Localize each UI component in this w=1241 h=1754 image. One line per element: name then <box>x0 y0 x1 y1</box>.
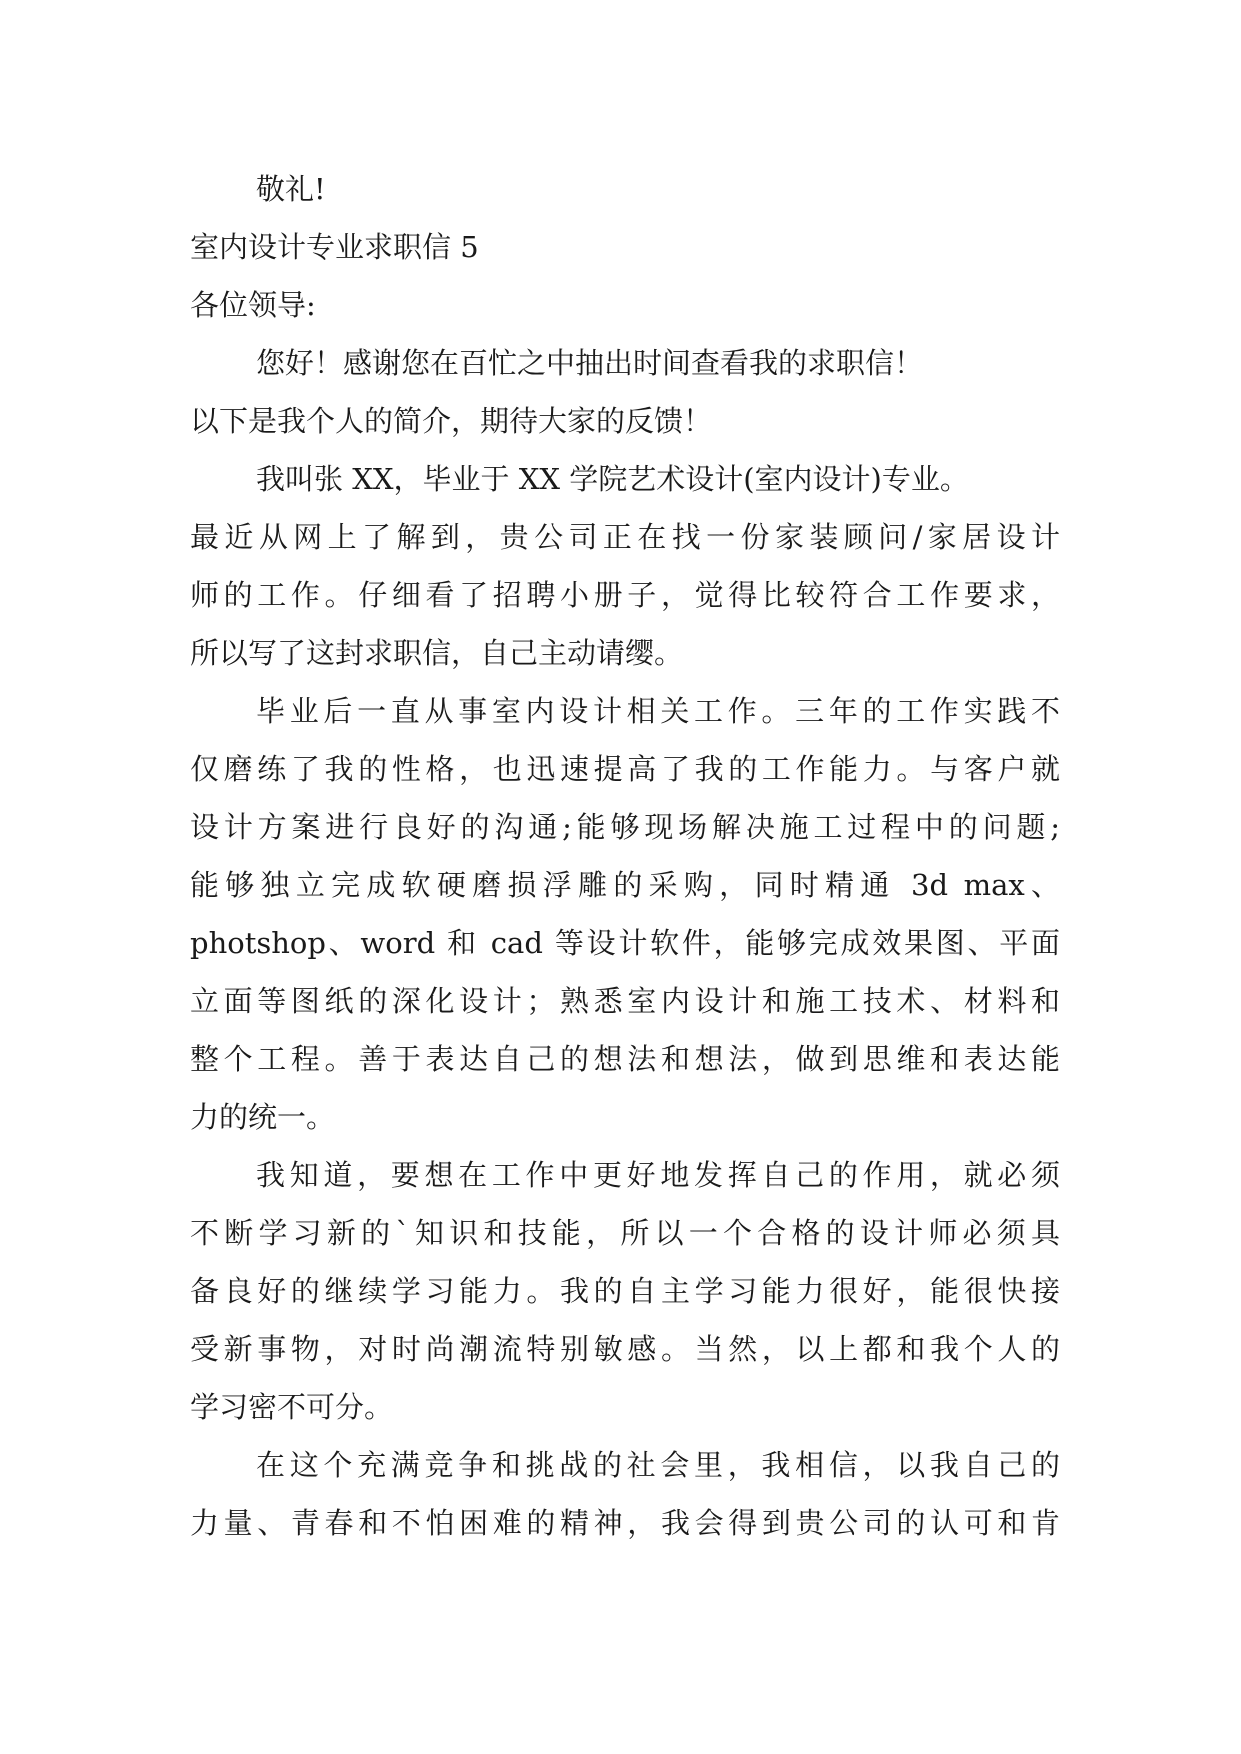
closing-line: 敬礼! <box>256 172 326 206</box>
paragraph-introduction <box>190 450 1060 682</box>
letter-heading: 室内设计专业求职信 5 <box>190 230 479 264</box>
text-line: 师的工作。仔细看了招聘小册子，觉得比较符合工作要求， <box>190 578 1060 612</box>
text-line: 设计方案进行良好的沟通;能够现场解决施工过程中的问题; <box>190 810 1060 844</box>
text-line: 力的统一。 <box>190 1100 336 1134</box>
text-line: 学习密不可分。 <box>190 1390 394 1424</box>
text-line: 仅磨练了我的性格，也迅速提高了我的工作能力。与客户就 <box>190 752 1060 786</box>
text-line: 立面等图纸的深化设计；熟悉室内设计和施工技术、材料和 <box>190 984 1060 1018</box>
paragraph-greeting <box>190 334 1060 450</box>
text-line: 在这个充满竞争和挑战的社会里，我相信，以我自己的 <box>256 1448 1060 1482</box>
paragraph-experience <box>190 682 1060 1146</box>
text-line: 所以写了这封求职信，自己主动请缨。 <box>190 636 684 670</box>
text-line: 我叫张 XX，毕业于 XX 学院艺术设计(室内设计)专业。 <box>256 462 969 496</box>
text-line: 我知道，要想在工作中更好地发挥自己的作用，就必须 <box>256 1158 1060 1192</box>
document-body <box>190 160 1060 1552</box>
text-line: 不断学习新的`知识和技能，所以一个合格的设计师必须具 <box>190 1216 1060 1250</box>
text-line: 整个工程。善于表达自己的想法和想法，做到思维和表达能 <box>190 1042 1060 1076</box>
text-line: 毕业后一直从事室内设计相关工作。三年的工作实践不 <box>256 694 1060 728</box>
salutation: 各位领导: <box>190 288 316 322</box>
text-line: photshop、word 和 cad 等设计软件，能够完成效果图、平面 <box>190 926 1060 960</box>
text-line: 您好！感谢您在百忙之中抽出时间查看我的求职信！ <box>256 346 924 380</box>
text-line: 备良好的继续学习能力。我的自主学习能力很好，能很快接 <box>190 1274 1060 1308</box>
text-line: 能够独立完成软硬磨损浮雕的采购，同时精通 3d max、 <box>190 868 1060 902</box>
text-line: 力量、青春和不怕困难的精神，我会得到贵公司的认可和肯 <box>190 1506 1060 1540</box>
text-line: 以下是我个人的简介，期待大家的反馈！ <box>190 404 713 438</box>
paragraph-conclusion <box>190 1436 1060 1552</box>
paragraph-learning <box>190 1146 1060 1436</box>
text-line: 最近从网上了解到，贵公司正在找一份家装顾问/家居设计 <box>190 520 1060 554</box>
text-line: 受新事物，对时尚潮流特别敏感。当然，以上都和我个人的 <box>190 1332 1060 1366</box>
